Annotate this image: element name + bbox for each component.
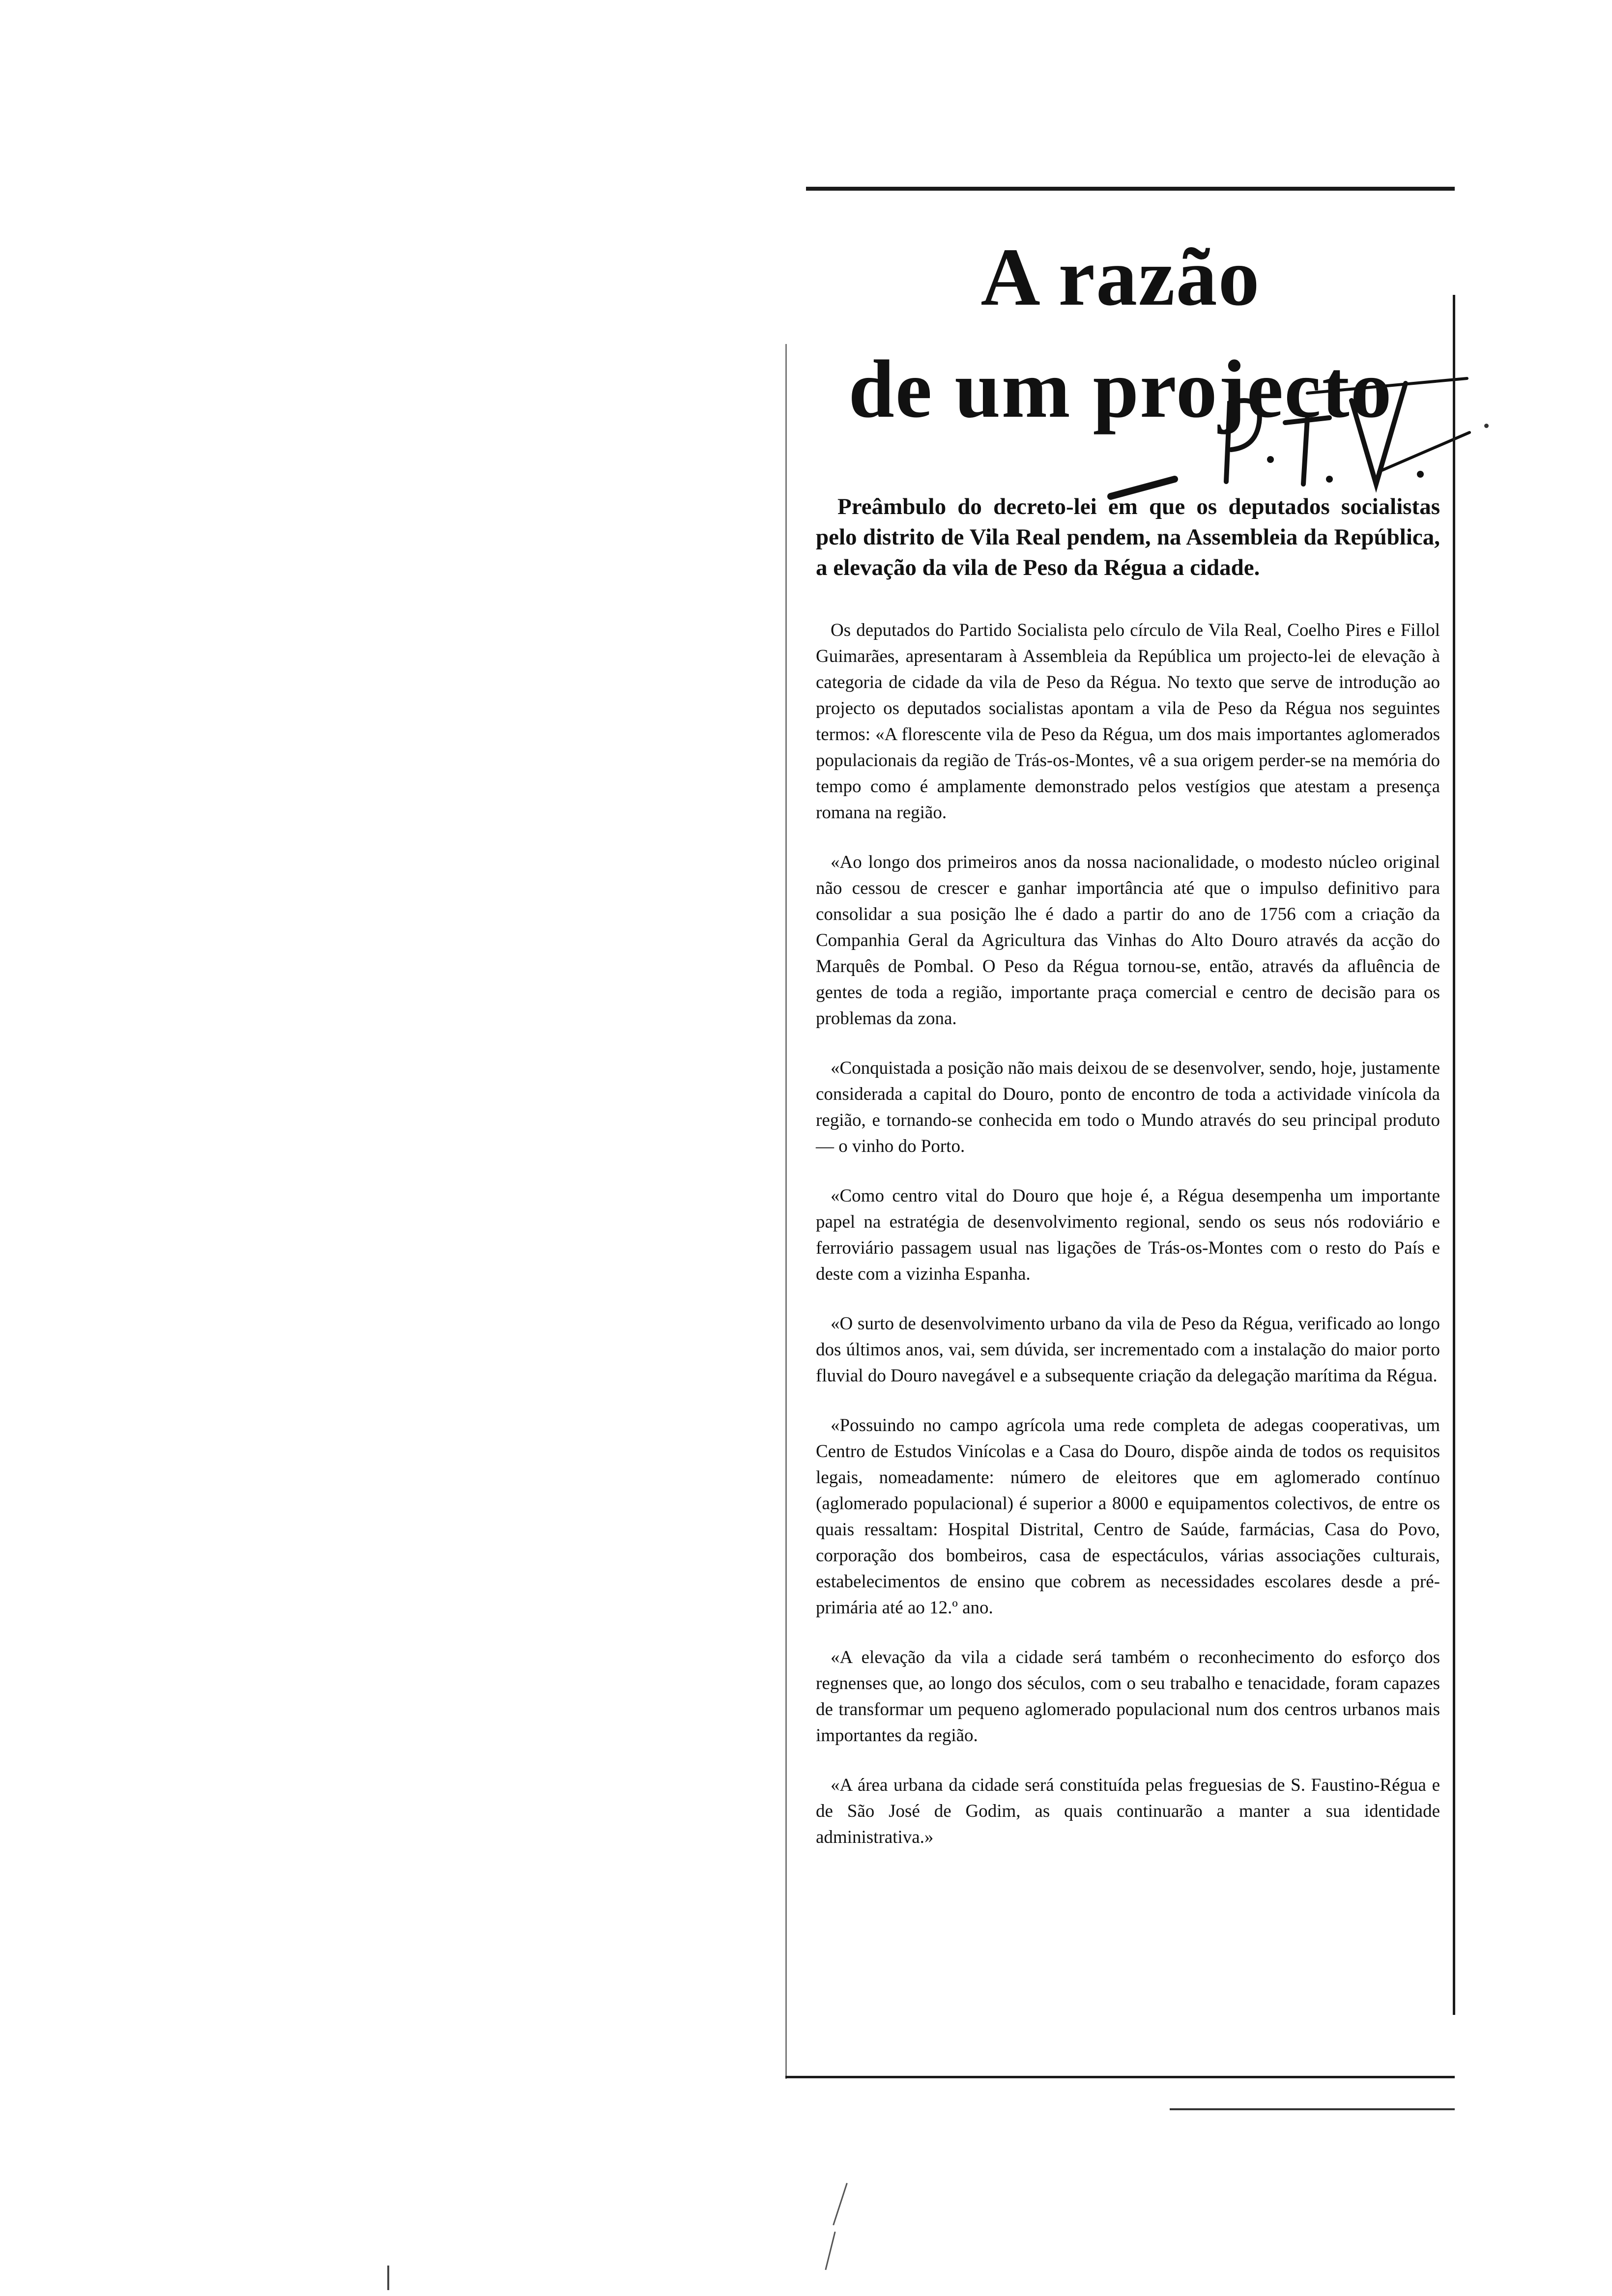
article-lead: Preâmbulo do decreto-lei em que os deputados socialistas pelo distrito de Vila Real pendem, na Assembleia da República, a elevação da vila de Peso da Régua a cidade. [816, 494, 1440, 580]
headline-line-1: A razão [980, 231, 1261, 323]
article-paragraph: «O surto de desenvolvimento urbano da vila de Peso da Régua, verificado ao longo dos últimos anos, vai, sem dúvida, ser incrementado com a instalação do maior porto fluvial do Douro navegável e a subsequente criação da delegação marítima da Régua. [816, 1314, 1440, 1386]
scan-mark [833, 2183, 848, 2226]
scan-mark [1484, 424, 1489, 428]
article-paragraph: Os deputados do Partido Socialista pelo círculo de Vila Real, Coelho Pires e Fillol Guimarães, apresentaram à Assembleia da República um projecto-lei de elevação à categoria de cidade da vila de Peso da Régua. No texto que serve de introdução ao projecto os deputados socialistas apontam a vila de Peso da Régua nos seguintes termos: «A florescente vila de Peso da Régua, um dos mais importantes aglomerados populacionais da região de Trás-os-Montes, vê a sua origem perder-se na memória do tempo como é amplamente demonstrado pelos vestígios que atestam a presença romana na região. [816, 620, 1440, 823]
headline-line-2: de um projecto [848, 344, 1393, 435]
article-paragraph: «Possuindo no campo agrícola uma rede completa de adegas cooperativas, um Centro de Estudos Vinícolas e a Casa do Douro, dispõe ainda de todos os requisitos legais, nomeadamente: número de eleitores que em aglomerado contínuo (aglomerado populacional) é superior a 8000 e equipamentos colectivos, de entre os quais ressaltam: Hospital Distrital, Centro de Saúde, farmácias, Casa do Povo, corporação dos bombeiros, casa de espectáculos, várias associações culturais, estabelecimentos de ensino que cobrem as necessidades escolares desde a pré-primária até ao 12.º ano. [816, 1415, 1440, 1618]
top-rule [806, 187, 1455, 191]
column-frame-bottom [785, 2076, 1455, 2078]
article-paragraph: «Ao longo dos primeiros anos da nossa nacionalidade, o modesto núcleo original não cessou de crescer e ganhar importância até que o impulso definitivo para consolidar a sua posição lhe é dado a partir do ano de 1756 com a criação da Companhia Geral da Agricultura das Vinhas do Alto Douro através da acção do Marquês de Pombal. O Peso da Régua tornou-se, então, através da afluência de gentes de toda a região, importante praça comercial e centro de decisão para os problemas da zona. [816, 852, 1440, 1029]
article-body [816, 491, 1440, 1874]
article-paragraph: «Como centro vital do Douro que hoje é, a Régua desempenha um importante papel na estratégia de desenvolvimento regional, sendo os seus nós rodoviário e ferroviário passagem usual nas ligações de Trás-os-Montes com o resto do País e deste com a vizinha Espanha. [816, 1186, 1440, 1284]
column-frame-right [1453, 295, 1455, 2015]
scan-mark [387, 2266, 389, 2290]
article-paragraph: «Conquistada a posição não mais deixou de se desenvolver, sendo, hoje, justamente considerada a capital do Douro, ponto de encontro de toda a actividade vinícola da região, e tornando-se conhecida em todo o Mundo através do seu principal produto — o vinho do Porto. [816, 1058, 1440, 1156]
bottom-rule [1170, 2108, 1455, 2110]
article-paragraph: «A elevação da vila a cidade será também o reconhecimento do esforço dos regnenses que, ao longo dos séculos, com o seu trabalho e tenacidade, foram capazes de transformar um pequeno aglomerado populacional num dos centros urbanos mais importantes da região. [816, 1647, 1440, 1746]
article-paragraphs [816, 617, 1440, 1850]
scan-mark [825, 2232, 835, 2270]
column-frame-left [785, 344, 787, 2079]
article-paragraph: «A área urbana da cidade será constituída pelas freguesias de S. Faustino-Régua e de São José de Godim, as quais continuarão a manter a sua identidade administrativa.» [816, 1775, 1440, 1847]
